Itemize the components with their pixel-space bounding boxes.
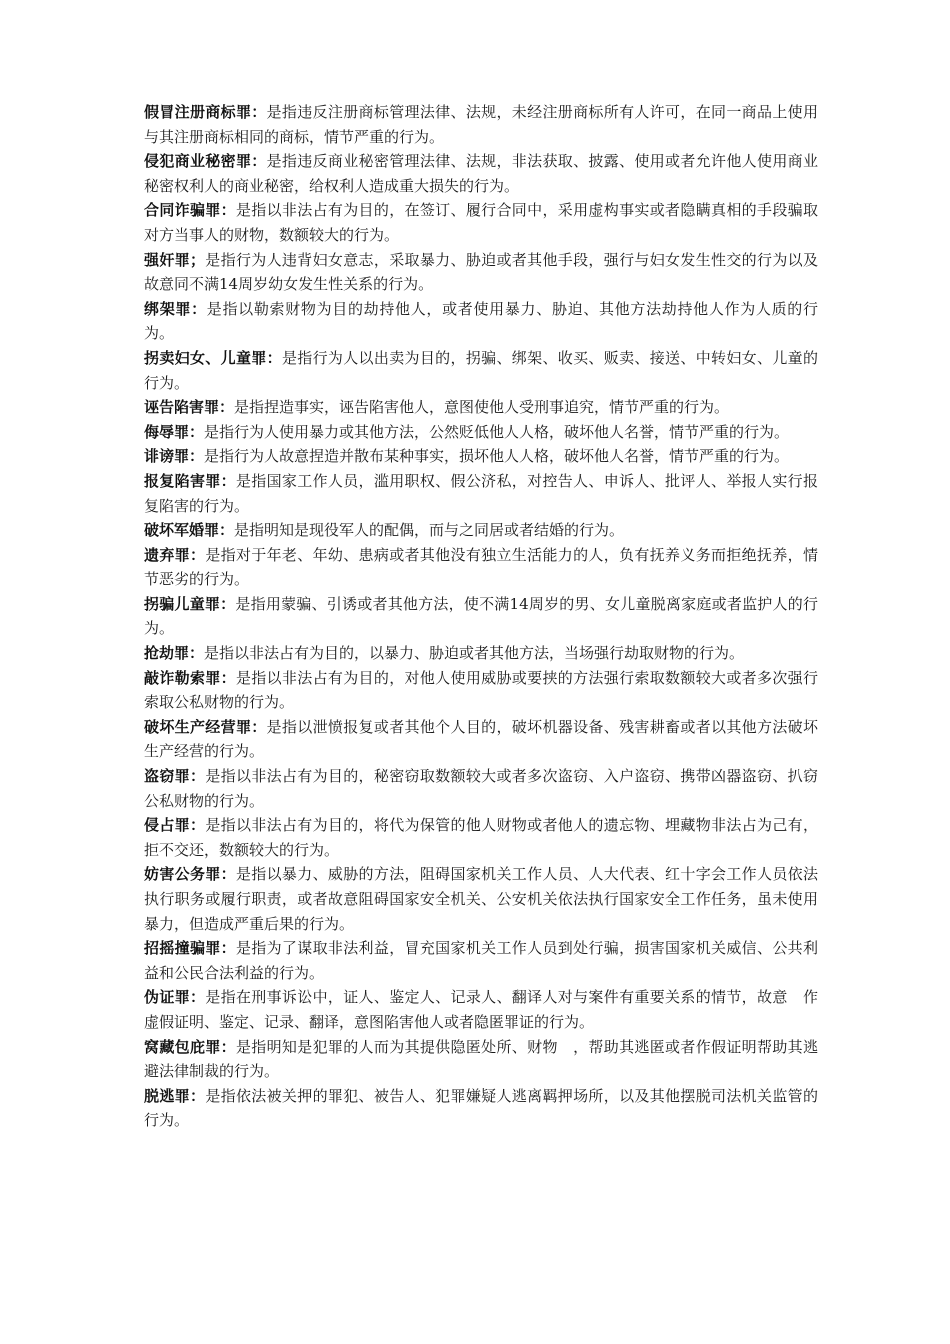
entry-counterfeit-trademark [144, 100, 818, 149]
entry-term: 强奸罪； [144, 250, 205, 269]
entry-false-accusation [144, 395, 818, 420]
entry-term: 伪证罪： [144, 988, 206, 1007]
entry-theft [144, 764, 818, 813]
entry-definition: 是指违反注册商标管理法律、法规，未经注册商标所有人许可，在同一商品上使用与其注册商标相同的商标，情节严重的行为。 [144, 103, 818, 146]
entry-term: 遗弃罪： [144, 545, 206, 564]
entry-term: 报复陷害罪： [144, 471, 236, 490]
entry-impersonation-fraud [144, 936, 818, 985]
entry-term: 破坏生产经营罪： [144, 717, 267, 736]
entry-definition: 是指行为人违背妇女意志，采取暴力、胁迫或者其他手段，强行与妇女发生性交的行为以及故意同不满14周岁幼女发生性关系的行为。 [144, 250, 818, 294]
entry-escape [144, 1084, 818, 1133]
entry-definition: 是指为了谋取非法利益，冒充国家机关工作人员到处行骗，损害国家机关威信、公共利益和公民合法利益的行为。 [144, 939, 818, 982]
entry-child-abduction [144, 592, 818, 641]
entry-term: 窝藏包庇罪： [144, 1037, 236, 1056]
entry-term: 诽谤罪： [144, 447, 205, 466]
entry-definition: 是指以非法占有为目的，以暴力、胁迫或者其他方法，当场强行劫取财物的行为。 [204, 644, 745, 663]
entry-term: 侮辱罪： [144, 422, 205, 441]
entry-abandonment [144, 543, 818, 592]
entry-harboring [144, 1035, 818, 1084]
entry-rape [144, 248, 818, 297]
entry-definition: 是指捏造事实，诬告陷害他人，意图使他人受刑事追究，情节严重的行为。 [234, 398, 730, 417]
entry-definition: 是指违反商业秘密管理法律、法规，非法获取、披露、使用或者允许他人使用商业秘密权利人的商业秘密，给权利人造成重大损失的行为。 [144, 152, 818, 195]
entry-definition: 是指以泄愤报复或者其他个人目的，破坏机器设备、残害耕畜或者以其他方法破坏生产经营的行为。 [144, 717, 818, 761]
entry-military-marriage [144, 518, 818, 543]
entry-term: 侵占罪： [144, 816, 206, 835]
entry-definition: 是指以暴力、威胁的方法，阻碍国家机关工作人员、人大代表、红十字会工作人员依法执行职务或履行职责，或者故意阻碍国家安全机关、公安机关依法执行国家安全工作任务，虽未使用暴力，但造成严重后果的行为。 [144, 865, 818, 933]
entry-term: 拐骗儿童罪： [144, 594, 236, 613]
entry-term: 妨害公务罪： [144, 865, 236, 884]
entry-term: 绑架罪： [144, 299, 207, 318]
entry-definition: 是指国家工作人员，滥用职权、假公济私，对控告人、申诉人、批评人、举报人实行报复陷害的行为。 [144, 471, 818, 515]
entry-definition: 是指对于年老、年幼、患病或者其他没有独立生活能力的人，负有抚养义务而拒绝抚养，情节恶劣的行为。 [144, 545, 818, 589]
entry-defamation [144, 444, 818, 469]
entry-sabotage-production [144, 715, 818, 764]
entry-term: 破坏军婚罪： [144, 521, 235, 540]
entry-definition: 是指明知是犯罪的人而为其提供隐匿处所、财物 ，帮助其逃匿或者作假证明帮助其逃避法律制裁的行为。 [144, 1037, 818, 1081]
entry-definition: 是指行为人使用暴力或其他方法，公然贬低他人人格，破坏他人名誉，情节严重的行为。 [204, 422, 790, 441]
entry-definition: 是指明知是现役军人的配偶，而与之同居或者结婚的行为。 [234, 521, 625, 540]
entry-contract-fraud [144, 198, 818, 247]
entry-embezzlement [144, 813, 818, 862]
entry-definition: 是指行为人以出卖为目的，拐骗、绑架、收买、贩卖、接送、中转妇女、儿童的行为。 [144, 348, 818, 392]
entry-definition: 是指以勒索财物为目的劫持他人，或者使用暴力、胁迫、其他方法劫持他人作为人质的行为。 [144, 299, 818, 343]
entry-definition: 是指以非法占有为目的，秘密窃取数额较大或者多次盗窃、入户盗窃、携带凶器盗窃、扒窃公私财物的行为。 [144, 767, 818, 810]
entry-perjury [144, 985, 818, 1034]
entry-definition: 是指行为人故意捏造并散布某种事实，损坏他人人格，破坏他人名誉，情节严重的行为。 [204, 447, 790, 466]
entry-term: 盗窃罪： [144, 767, 206, 786]
entry-retaliation [144, 469, 818, 518]
entry-trade-secret [144, 149, 818, 198]
entry-term: 拐卖妇女、儿童罪： [144, 348, 282, 367]
entry-term: 抢劫罪： [144, 644, 205, 663]
entry-definition: 是指以非法占有为目的，对他人使用威胁或要挟的方法强行索取数额较大或者多次强行索取公私财物的行为。 [144, 668, 818, 712]
document-page [144, 100, 818, 1133]
entry-term: 脱逃罪： [144, 1086, 206, 1105]
entry-term: 敲诈勒索罪： [144, 668, 236, 687]
entry-definition: 是指依法被关押的罪犯、被告人、犯罪嫌疑人逃离羁押场所，以及其他摆脱司法机关监管的行为。 [144, 1086, 818, 1130]
entry-kidnapping [144, 297, 818, 346]
entry-term: 侵犯商业秘密罪： [144, 152, 267, 171]
entry-term: 假冒注册商标罪： [144, 103, 267, 121]
entry-definition: 是指用蒙骗、引诱或者其他方法，使不满14周岁的男、女儿童脱离家庭或者监护人的行为。 [144, 594, 818, 638]
entry-definition: 是指在刑事诉讼中，证人、鉴定人、记录人、翻译人对与案件有重要关系的情节，故意 作虚假证明、鉴定、记录、翻译，意图陷害他人或者隐匿罪证的行为。 [144, 988, 818, 1031]
entry-robbery [144, 641, 818, 666]
entry-definition: 是指以非法占有为目的，在签订、履行合同中，采用虚构事实或者隐瞒真相的手段骗取对方当事人的财物，数额较大的行为。 [144, 201, 818, 244]
entry-insult [144, 420, 818, 445]
entry-term: 诬告陷害罪： [144, 398, 235, 417]
entry-term: 招摇撞骗罪： [144, 939, 236, 958]
entry-term: 合同诈骗罪： [144, 201, 236, 220]
entry-extortion [144, 666, 818, 715]
entry-trafficking [144, 346, 818, 395]
entry-definition: 是指以非法占有为目的，将代为保管的他人财物或者他人的遗忘物、埋藏物非法占为己有，拒不交还，数额较大的行为。 [144, 816, 818, 859]
entry-obstructing-duties [144, 862, 818, 936]
